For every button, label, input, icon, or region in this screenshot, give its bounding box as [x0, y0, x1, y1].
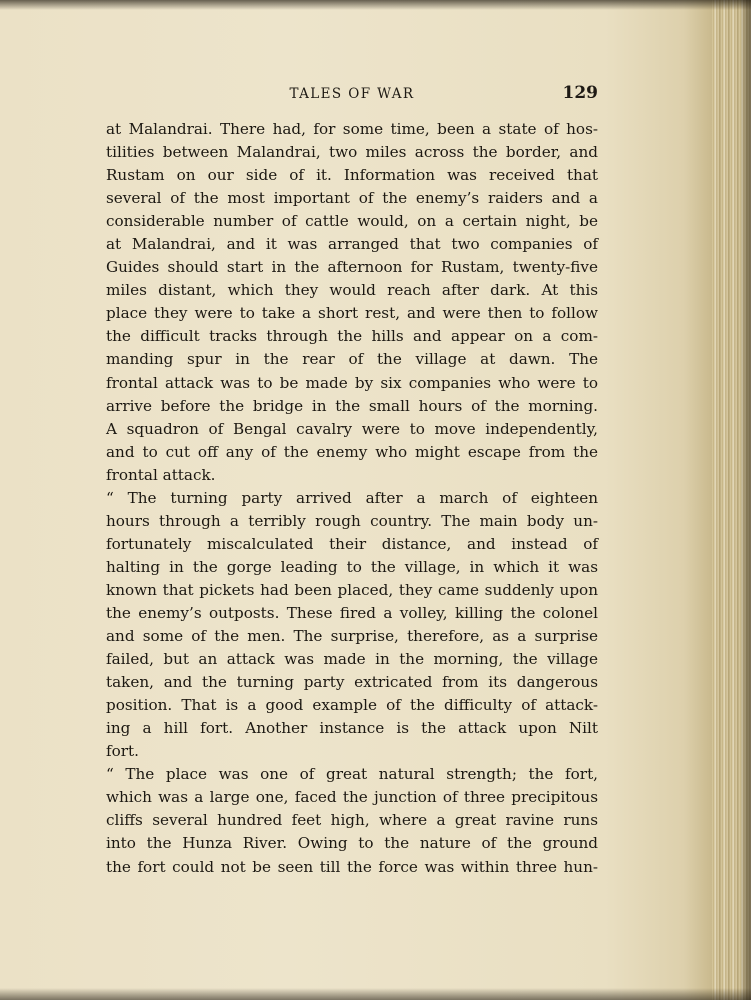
text-line: hours through a terribly rough country. The main body un-: [106, 511, 598, 530]
text-line: at Malandrai, and it was arranged that two companies of: [106, 235, 598, 254]
text-line: miles distant, which they would reach after dark. At this: [106, 281, 598, 300]
text-line: Rustam on our side of it. Information was received that: [106, 166, 598, 185]
text-line: ing a hill fort. Another instance is the attack upon Nilt: [106, 719, 598, 738]
text-line: considerable number of cattle would, on a certain night, be: [106, 212, 598, 231]
text-line: halting in the gorge leading to the village, in which it was: [106, 557, 598, 576]
page-edges: [712, 0, 751, 1000]
text-line: known that pickets had been placed, they came suddenly upon: [106, 580, 598, 599]
text-line: “ The place was one of great natural strength; the fort,: [106, 765, 598, 784]
page-number: 129: [562, 83, 598, 103]
text-line: place they were to take a short rest, and were then to follow: [106, 304, 598, 323]
text-line: fort.: [106, 742, 139, 761]
body-text: [106, 118, 598, 879]
text-line: at Malandrai. There had, for some time, been a state of hos-: [106, 120, 598, 138]
text-line: the enemy’s outposts. These fired a volley, killing the colonel: [106, 603, 598, 622]
text-line: position. That is a good example of the difficulty of attack-: [106, 696, 598, 715]
text-line: tilities between Malandrai, two miles across the border, and: [106, 143, 598, 162]
text-line: “ The turning party arrived after a march of eighteen: [106, 488, 598, 507]
running-head-title: TALES OF WAR: [289, 86, 415, 102]
text-line: manding spur in the rear of the village at dawn. The: [106, 350, 598, 369]
text-line: cliffs several hundred feet high, where a great ravine runs: [106, 811, 598, 830]
text-line: A squadron of Bengal cavalry were to move independently,: [106, 419, 598, 438]
text-line: several of the most important of the enemy’s raiders and a: [106, 189, 598, 208]
text-line: and some of the men. The surprise, therefore, as a surprise: [106, 627, 598, 646]
text-line: Guides should start in the afternoon for Rustam, twenty-five: [106, 258, 598, 277]
text-line: arrive before the bridge in the small hours of the morning.: [106, 396, 598, 415]
top-edge-shadow: [0, 0, 751, 10]
text-line: into the Hunza River. Owing to the nature of the ground: [106, 834, 598, 853]
text-line: taken, and the turning party extricated from its dangerous: [106, 673, 598, 692]
bottom-edge-shadow: [0, 988, 751, 1000]
text-line: frontal attack was to be made by six companies who were to: [106, 373, 598, 392]
text-line: failed, but an attack was made in the morning, the village: [106, 650, 598, 669]
text-line: frontal attack.: [106, 465, 216, 484]
running-head: [106, 84, 598, 108]
text-line: the difficult tracks through the hills and appear on a com-: [106, 327, 598, 346]
text-line: fortunately miscalculated their distance, and instead of: [106, 534, 598, 553]
text-line: which was a large one, faced the junction of three precipitous: [106, 788, 598, 807]
text-line: and to cut off any of the enemy who might escape from the: [106, 442, 598, 461]
text-line: the fort could not be seen till the force was within three hun-: [106, 857, 598, 876]
